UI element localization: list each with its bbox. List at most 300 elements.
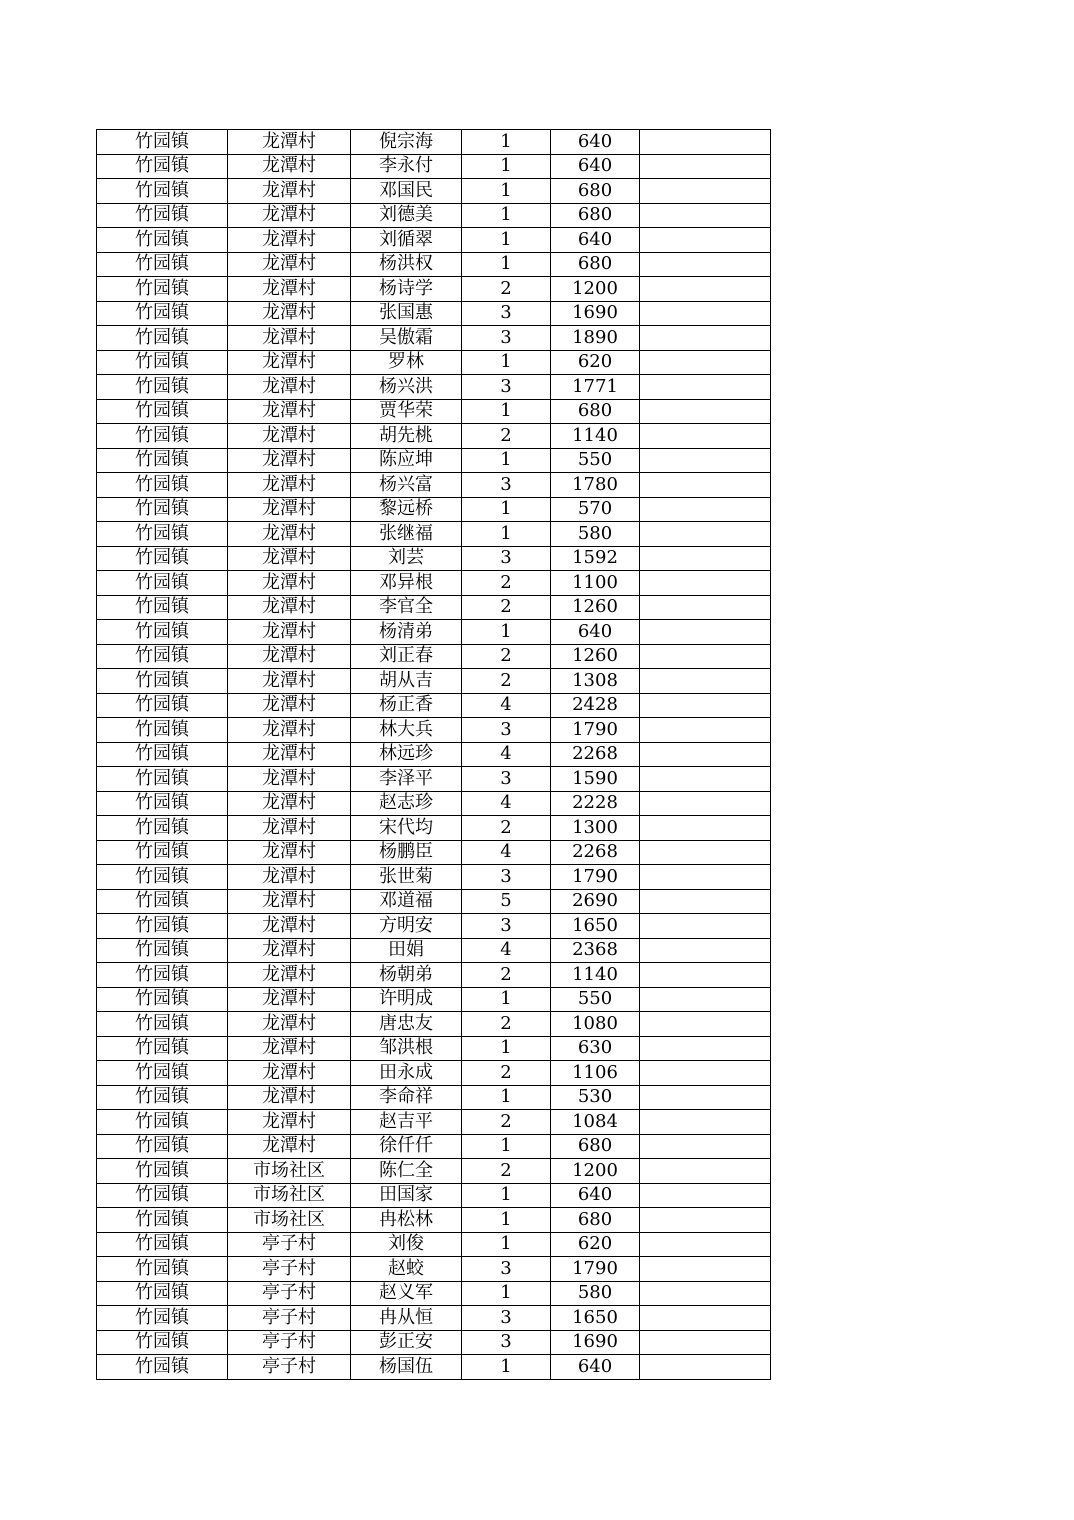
amount-cell: 1590 — [551, 767, 640, 792]
note-cell — [640, 277, 771, 302]
town-cell: 竹园镇 — [97, 718, 228, 743]
name-cell: 杨兴富 — [351, 473, 462, 498]
table-row — [97, 693, 771, 718]
note-cell — [640, 718, 771, 743]
town-cell: 竹园镇 — [97, 987, 228, 1012]
town-cell: 竹园镇 — [97, 154, 228, 179]
table-row — [97, 350, 771, 375]
town-cell: 竹园镇 — [97, 1061, 228, 1086]
town-cell: 竹园镇 — [97, 375, 228, 400]
town-cell: 竹园镇 — [97, 693, 228, 718]
people-count-cell: 1 — [462, 987, 551, 1012]
table-row — [97, 987, 771, 1012]
table-row — [97, 1061, 771, 1086]
name-cell: 刘德美 — [351, 203, 462, 228]
note-cell — [640, 1257, 771, 1282]
town-cell: 竹园镇 — [97, 399, 228, 424]
note-cell — [640, 791, 771, 816]
table-row — [97, 1183, 771, 1208]
amount-cell: 1890 — [551, 326, 640, 351]
village-cell: 龙潭村 — [228, 1012, 351, 1037]
note-cell — [640, 816, 771, 841]
amount-cell: 1140 — [551, 963, 640, 988]
table-row — [97, 154, 771, 179]
village-cell: 龙潭村 — [228, 742, 351, 767]
village-cell: 龙潭村 — [228, 644, 351, 669]
amount-cell: 1106 — [551, 1061, 640, 1086]
table-row — [97, 1134, 771, 1159]
amount-cell: 680 — [551, 1208, 640, 1233]
amount-cell: 1300 — [551, 816, 640, 841]
name-cell: 冉从恒 — [351, 1306, 462, 1331]
name-cell: 邹洪根 — [351, 1036, 462, 1061]
name-cell: 唐忠友 — [351, 1012, 462, 1037]
table-row — [97, 546, 771, 571]
town-cell: 竹园镇 — [97, 252, 228, 277]
village-cell: 龙潭村 — [228, 938, 351, 963]
amount-cell: 1260 — [551, 644, 640, 669]
amount-cell: 620 — [551, 1232, 640, 1257]
town-cell: 竹园镇 — [97, 865, 228, 890]
people-count-cell: 4 — [462, 938, 551, 963]
note-cell — [640, 326, 771, 351]
people-count-cell: 2 — [462, 1110, 551, 1135]
amount-cell: 550 — [551, 987, 640, 1012]
town-cell: 竹园镇 — [97, 1159, 228, 1184]
table-row — [97, 963, 771, 988]
table-row — [97, 375, 771, 400]
table-row — [97, 1110, 771, 1135]
name-cell: 方明安 — [351, 914, 462, 939]
table-row — [97, 1208, 771, 1233]
note-cell — [640, 522, 771, 547]
people-count-cell: 4 — [462, 693, 551, 718]
table-row — [97, 1012, 771, 1037]
town-cell: 竹园镇 — [97, 669, 228, 694]
name-cell: 杨正香 — [351, 693, 462, 718]
village-cell: 龙潭村 — [228, 914, 351, 939]
people-count-cell: 2 — [462, 669, 551, 694]
town-cell: 竹园镇 — [97, 301, 228, 326]
name-cell: 许明成 — [351, 987, 462, 1012]
village-cell: 龙潭村 — [228, 179, 351, 204]
town-cell: 竹园镇 — [97, 1012, 228, 1037]
town-cell: 竹园镇 — [97, 889, 228, 914]
table-row — [97, 448, 771, 473]
name-cell: 刘循翠 — [351, 228, 462, 253]
note-cell — [640, 1183, 771, 1208]
name-cell: 张继福 — [351, 522, 462, 547]
amount-cell: 1080 — [551, 1012, 640, 1037]
note-cell — [640, 424, 771, 449]
note-cell — [640, 130, 771, 155]
name-cell: 陈应坤 — [351, 448, 462, 473]
note-cell — [640, 546, 771, 571]
name-cell: 罗林 — [351, 350, 462, 375]
village-cell: 龙潭村 — [228, 130, 351, 155]
people-count-cell: 1 — [462, 1036, 551, 1061]
people-count-cell: 1 — [462, 1183, 551, 1208]
name-cell: 徐仟仟 — [351, 1134, 462, 1159]
village-cell: 市场社区 — [228, 1159, 351, 1184]
town-cell: 竹园镇 — [97, 448, 228, 473]
people-count-cell: 3 — [462, 718, 551, 743]
amount-cell: 2690 — [551, 889, 640, 914]
town-cell: 竹园镇 — [97, 1134, 228, 1159]
note-cell — [640, 963, 771, 988]
name-cell: 刘芸 — [351, 546, 462, 571]
people-count-cell: 3 — [462, 767, 551, 792]
amount-cell: 1690 — [551, 301, 640, 326]
amount-cell: 2228 — [551, 791, 640, 816]
table-row — [97, 1159, 771, 1184]
note-cell — [640, 767, 771, 792]
village-cell: 龙潭村 — [228, 424, 351, 449]
town-cell: 竹园镇 — [97, 546, 228, 571]
table-row — [97, 595, 771, 620]
amount-cell: 640 — [551, 228, 640, 253]
name-cell: 林远珍 — [351, 742, 462, 767]
name-cell: 林大兵 — [351, 718, 462, 743]
people-count-cell: 1 — [462, 350, 551, 375]
table-row — [97, 865, 771, 890]
amount-cell: 570 — [551, 497, 640, 522]
village-cell: 龙潭村 — [228, 154, 351, 179]
name-cell: 杨洪权 — [351, 252, 462, 277]
note-cell — [640, 203, 771, 228]
note-cell — [640, 497, 771, 522]
amount-cell: 680 — [551, 252, 640, 277]
note-cell — [640, 1330, 771, 1355]
amount-cell: 640 — [551, 1183, 640, 1208]
note-cell — [640, 1306, 771, 1331]
table-row — [97, 277, 771, 302]
name-cell: 李命祥 — [351, 1085, 462, 1110]
note-cell — [640, 154, 771, 179]
note-cell — [640, 914, 771, 939]
name-cell: 杨诗学 — [351, 277, 462, 302]
village-cell: 龙潭村 — [228, 522, 351, 547]
people-count-cell: 2 — [462, 1159, 551, 1184]
people-count-cell: 2 — [462, 644, 551, 669]
table-row — [97, 669, 771, 694]
note-cell — [640, 889, 771, 914]
table-row — [97, 252, 771, 277]
village-cell: 龙潭村 — [228, 791, 351, 816]
village-cell: 龙潭村 — [228, 669, 351, 694]
name-cell: 邓国民 — [351, 179, 462, 204]
people-count-cell: 2 — [462, 1061, 551, 1086]
village-cell: 龙潭村 — [228, 693, 351, 718]
note-cell — [640, 1159, 771, 1184]
note-cell — [640, 865, 771, 890]
table-row — [97, 742, 771, 767]
town-cell: 竹园镇 — [97, 130, 228, 155]
note-cell — [640, 448, 771, 473]
amount-cell: 1790 — [551, 865, 640, 890]
note-cell — [640, 1355, 771, 1380]
people-count-cell: 3 — [462, 1330, 551, 1355]
name-cell: 赵志珍 — [351, 791, 462, 816]
people-count-cell: 1 — [462, 228, 551, 253]
village-cell: 龙潭村 — [228, 277, 351, 302]
note-cell — [640, 840, 771, 865]
table-row — [97, 1281, 771, 1306]
people-count-cell: 2 — [462, 424, 551, 449]
name-cell: 黎远桥 — [351, 497, 462, 522]
village-cell: 龙潭村 — [228, 1036, 351, 1061]
name-cell: 田国家 — [351, 1183, 462, 1208]
table-body — [97, 130, 771, 1380]
village-cell: 龙潭村 — [228, 816, 351, 841]
amount-cell: 680 — [551, 1134, 640, 1159]
town-cell: 竹园镇 — [97, 767, 228, 792]
town-cell: 竹园镇 — [97, 522, 228, 547]
table-row — [97, 301, 771, 326]
table-row — [97, 644, 771, 669]
name-cell: 田永成 — [351, 1061, 462, 1086]
name-cell: 冉松林 — [351, 1208, 462, 1233]
amount-cell: 580 — [551, 1281, 640, 1306]
table-row — [97, 130, 771, 155]
note-cell — [640, 1110, 771, 1135]
name-cell: 张世菊 — [351, 865, 462, 890]
name-cell: 杨国伍 — [351, 1355, 462, 1380]
table-row — [97, 1036, 771, 1061]
people-count-cell: 1 — [462, 620, 551, 645]
note-cell — [640, 1134, 771, 1159]
data-table — [96, 129, 771, 1380]
people-count-cell: 1 — [462, 179, 551, 204]
amount-cell: 680 — [551, 179, 640, 204]
town-cell: 竹园镇 — [97, 595, 228, 620]
town-cell: 竹园镇 — [97, 203, 228, 228]
name-cell: 田娟 — [351, 938, 462, 963]
amount-cell: 530 — [551, 1085, 640, 1110]
table-row — [97, 718, 771, 743]
table-row — [97, 326, 771, 351]
town-cell: 竹园镇 — [97, 1085, 228, 1110]
table-row — [97, 179, 771, 204]
village-cell: 龙潭村 — [228, 963, 351, 988]
amount-cell: 1140 — [551, 424, 640, 449]
people-count-cell: 2 — [462, 571, 551, 596]
amount-cell: 1260 — [551, 595, 640, 620]
amount-cell: 550 — [551, 448, 640, 473]
amount-cell: 640 — [551, 1355, 640, 1380]
amount-cell: 1690 — [551, 1330, 640, 1355]
name-cell: 贾华荣 — [351, 399, 462, 424]
town-cell: 竹园镇 — [97, 1355, 228, 1380]
table-row — [97, 840, 771, 865]
people-count-cell: 1 — [462, 252, 551, 277]
note-cell — [640, 350, 771, 375]
note-cell — [640, 644, 771, 669]
town-cell: 竹园镇 — [97, 742, 228, 767]
name-cell: 李永付 — [351, 154, 462, 179]
village-cell: 龙潭村 — [228, 595, 351, 620]
note-cell — [640, 1085, 771, 1110]
people-count-cell: 3 — [462, 546, 551, 571]
note-cell — [640, 1281, 771, 1306]
amount-cell: 1308 — [551, 669, 640, 694]
table-row — [97, 399, 771, 424]
town-cell: 竹园镇 — [97, 1232, 228, 1257]
town-cell: 竹园镇 — [97, 497, 228, 522]
town-cell: 竹园镇 — [97, 1330, 228, 1355]
table-row — [97, 767, 771, 792]
amount-cell: 1200 — [551, 1159, 640, 1184]
village-cell: 龙潭村 — [228, 1085, 351, 1110]
table-row — [97, 228, 771, 253]
people-count-cell: 4 — [462, 840, 551, 865]
note-cell — [640, 595, 771, 620]
people-count-cell: 2 — [462, 816, 551, 841]
village-cell: 龙潭村 — [228, 497, 351, 522]
village-cell: 龙潭村 — [228, 546, 351, 571]
amount-cell: 1771 — [551, 375, 640, 400]
town-cell: 竹园镇 — [97, 938, 228, 963]
name-cell: 赵蛟 — [351, 1257, 462, 1282]
village-cell: 龙潭村 — [228, 350, 351, 375]
name-cell: 杨兴洪 — [351, 375, 462, 400]
people-count-cell: 3 — [462, 1257, 551, 1282]
people-count-cell: 3 — [462, 375, 551, 400]
table-row — [97, 497, 771, 522]
people-count-cell: 1 — [462, 399, 551, 424]
amount-cell: 640 — [551, 620, 640, 645]
town-cell: 竹园镇 — [97, 1281, 228, 1306]
note-cell — [640, 252, 771, 277]
village-cell: 龙潭村 — [228, 326, 351, 351]
note-cell — [640, 1012, 771, 1037]
name-cell: 李官全 — [351, 595, 462, 620]
table-row — [97, 1355, 771, 1380]
village-cell: 龙潭村 — [228, 865, 351, 890]
village-cell: 亭子村 — [228, 1232, 351, 1257]
note-cell — [640, 473, 771, 498]
amount-cell: 1084 — [551, 1110, 640, 1135]
people-count-cell: 1 — [462, 522, 551, 547]
village-cell: 龙潭村 — [228, 203, 351, 228]
people-count-cell: 3 — [462, 1306, 551, 1331]
name-cell: 赵吉平 — [351, 1110, 462, 1135]
name-cell: 胡先桃 — [351, 424, 462, 449]
people-count-cell: 2 — [462, 1012, 551, 1037]
note-cell — [640, 742, 771, 767]
amount-cell: 2268 — [551, 840, 640, 865]
people-count-cell: 3 — [462, 326, 551, 351]
village-cell: 龙潭村 — [228, 228, 351, 253]
note-cell — [640, 375, 771, 400]
village-cell: 龙潭村 — [228, 375, 351, 400]
table-row — [97, 816, 771, 841]
people-count-cell: 1 — [462, 497, 551, 522]
amount-cell: 630 — [551, 1036, 640, 1061]
name-cell: 杨朝弟 — [351, 963, 462, 988]
village-cell: 龙潭村 — [228, 252, 351, 277]
amount-cell: 620 — [551, 350, 640, 375]
people-count-cell: 1 — [462, 1232, 551, 1257]
name-cell: 吴傲霜 — [351, 326, 462, 351]
people-count-cell: 2 — [462, 963, 551, 988]
amount-cell: 1790 — [551, 1257, 640, 1282]
village-cell: 亭子村 — [228, 1306, 351, 1331]
note-cell — [640, 399, 771, 424]
note-cell — [640, 301, 771, 326]
table-row — [97, 1232, 771, 1257]
people-count-cell: 1 — [462, 1134, 551, 1159]
people-count-cell: 4 — [462, 791, 551, 816]
note-cell — [640, 179, 771, 204]
name-cell: 倪宗海 — [351, 130, 462, 155]
table-row — [97, 1330, 771, 1355]
name-cell: 刘正春 — [351, 644, 462, 669]
name-cell: 杨鹏臣 — [351, 840, 462, 865]
village-cell: 龙潭村 — [228, 1110, 351, 1135]
name-cell: 张国惠 — [351, 301, 462, 326]
village-cell: 龙潭村 — [228, 399, 351, 424]
amount-cell: 1592 — [551, 546, 640, 571]
people-count-cell: 2 — [462, 277, 551, 302]
people-count-cell: 2 — [462, 595, 551, 620]
table-row — [97, 424, 771, 449]
people-count-cell: 1 — [462, 448, 551, 473]
table-row — [97, 620, 771, 645]
village-cell: 龙潭村 — [228, 1134, 351, 1159]
name-cell: 刘俊 — [351, 1232, 462, 1257]
people-count-cell: 5 — [462, 889, 551, 914]
amount-cell: 640 — [551, 130, 640, 155]
town-cell: 竹园镇 — [97, 963, 228, 988]
amount-cell: 2268 — [551, 742, 640, 767]
village-cell: 龙潭村 — [228, 840, 351, 865]
town-cell: 竹园镇 — [97, 620, 228, 645]
village-cell: 龙潭村 — [228, 620, 351, 645]
people-count-cell: 3 — [462, 914, 551, 939]
table-row — [97, 938, 771, 963]
town-cell: 竹园镇 — [97, 1036, 228, 1061]
name-cell: 宋代均 — [351, 816, 462, 841]
name-cell: 彭正安 — [351, 1330, 462, 1355]
name-cell: 杨清弟 — [351, 620, 462, 645]
village-cell: 龙潭村 — [228, 301, 351, 326]
note-cell — [640, 620, 771, 645]
name-cell: 赵义军 — [351, 1281, 462, 1306]
amount-cell: 1200 — [551, 277, 640, 302]
town-cell: 竹园镇 — [97, 791, 228, 816]
village-cell: 龙潭村 — [228, 473, 351, 498]
name-cell: 邓异根 — [351, 571, 462, 596]
table-row — [97, 571, 771, 596]
note-cell — [640, 571, 771, 596]
village-cell: 龙潭村 — [228, 448, 351, 473]
note-cell — [640, 1036, 771, 1061]
town-cell: 竹园镇 — [97, 571, 228, 596]
town-cell: 竹园镇 — [97, 1183, 228, 1208]
people-count-cell: 3 — [462, 865, 551, 890]
people-count-cell: 4 — [462, 742, 551, 767]
name-cell: 邓道福 — [351, 889, 462, 914]
note-cell — [640, 228, 771, 253]
note-cell — [640, 938, 771, 963]
town-cell: 竹园镇 — [97, 914, 228, 939]
people-count-cell: 1 — [462, 1355, 551, 1380]
town-cell: 竹园镇 — [97, 1208, 228, 1233]
amount-cell: 2428 — [551, 693, 640, 718]
note-cell — [640, 1208, 771, 1233]
table-row — [97, 791, 771, 816]
